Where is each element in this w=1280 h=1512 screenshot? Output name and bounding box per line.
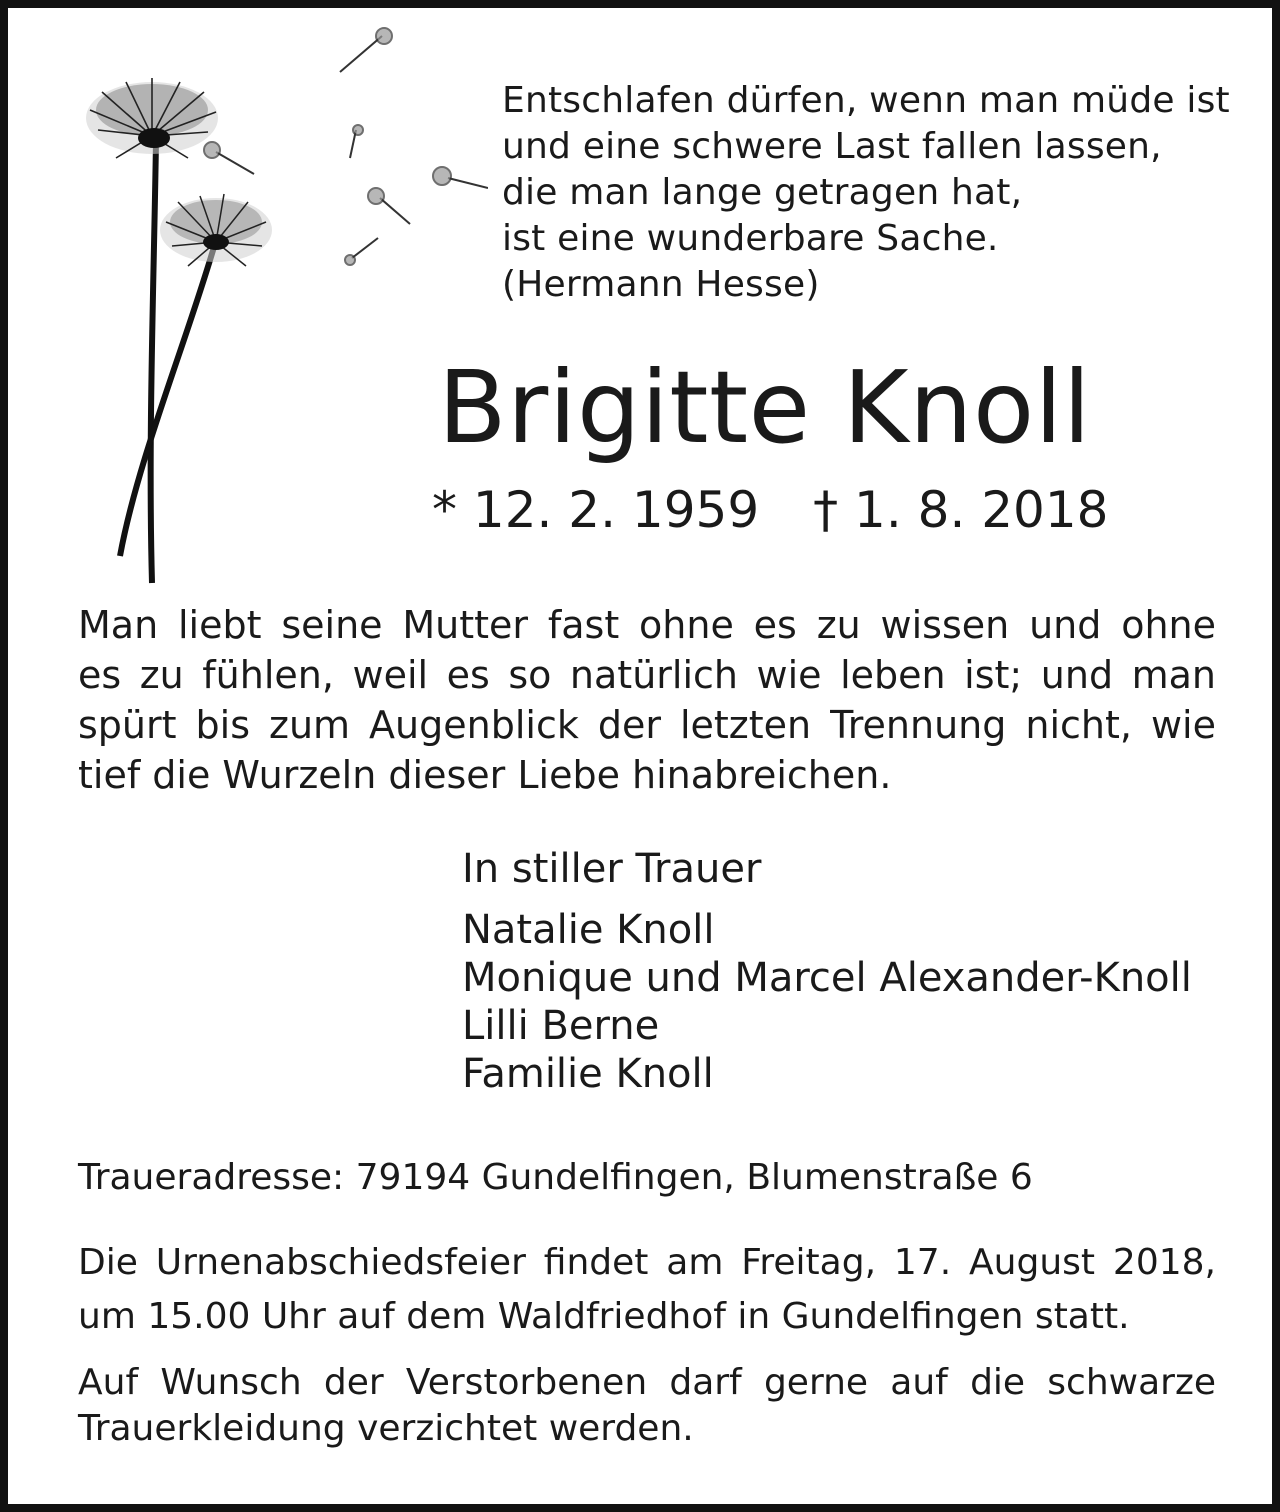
ceremony-line: um 15.00 Uhr auf dem Waldfriedhof in Gundelfingen statt. (78, 1296, 1130, 1337)
mourner-name: Familie Knoll (462, 1051, 714, 1097)
quote-author: (Hermann Hesse) (502, 264, 820, 305)
verse-line: es zu fühlen, weil es so natürlich wie leben ist; und man (78, 653, 1216, 697)
quote-line: und eine schwere Last fallen lassen, (502, 126, 1162, 167)
mourning-address: Traueradresse: 79194 Gundelfingen, Blumenstraße 6 (78, 1157, 1033, 1198)
dress-code-note (78, 1360, 1216, 1452)
life-dates (432, 480, 1109, 540)
dandelion-seed-icon (433, 167, 488, 188)
mourners-list (462, 906, 1192, 1098)
dandelion-stem (151, 140, 156, 583)
deceased-name: Brigitte Knoll (438, 349, 1092, 466)
quote-line: die man lange getragen hat, (502, 172, 1023, 213)
verse-line: Man liebt seine Mutter fast ohne es zu wissen und ohne (78, 603, 1216, 647)
mother-verse (78, 600, 1216, 800)
verse-line: spürt bis zum Augenblick der letzten Trennung nicht, wie (78, 703, 1216, 747)
hesse-quote (502, 78, 1230, 308)
mourner-name: Monique und Marcel Alexander-Knoll (462, 955, 1192, 1001)
ceremony-info (78, 1236, 1216, 1344)
dandelion-stem (120, 240, 216, 556)
verse-line: tief die Wurzeln dieser Liebe hinabreichen. (78, 753, 892, 797)
mourner-name: Natalie Knoll (462, 907, 715, 953)
quote-line: ist eine wunderbare Sache. (502, 218, 999, 259)
mourning-heading: In stiller Trauer (462, 846, 762, 892)
dandelion-seed-icon (345, 238, 378, 265)
dandelion-seed-icon (340, 28, 392, 72)
dandelion-illustration (68, 18, 488, 598)
dandelion-icon (160, 194, 272, 266)
quote-line: Entschlafen dürfen, wenn man müde ist (502, 80, 1230, 121)
wish-line: Auf Wunsch der Verstorbenen darf gerne auf die schwarze (78, 1362, 1216, 1403)
dandelion-seed-icon (204, 142, 254, 174)
wish-line: Trauerkleidung verzichtet werden. (78, 1408, 694, 1449)
dandelion-seed-icon (350, 125, 363, 158)
dandelion-icon (86, 78, 218, 158)
ceremony-line: Die Urnenabschiedsfeier findet am Freitag, 17. August 2018, (78, 1242, 1216, 1283)
dandelion-seed-icon (368, 188, 410, 224)
mourner-name: Lilli Berne (462, 1003, 660, 1049)
birth-date: * 12. 2. 1959 (432, 481, 760, 539)
death-date: † 1. 8. 2018 (813, 481, 1109, 539)
